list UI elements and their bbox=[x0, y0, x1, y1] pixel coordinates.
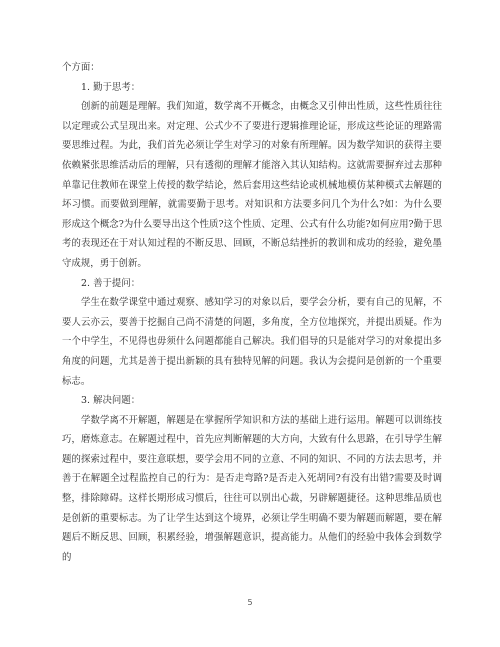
page-number: 5 bbox=[247, 598, 253, 607]
section-heading-question: 2. 善于提问： bbox=[81, 277, 141, 289]
section-heading-think: 1. 勤于思考： bbox=[81, 81, 141, 93]
section-heading-solve: 3. 解决问题： bbox=[81, 395, 141, 407]
section-body-solve: 学数学离不开解题，解题是在掌握所学知识和方法的基础上进行运用。解题可以训练技巧，磨炼意志。在解题过程中，首先应判断解题的大方向，大致有什么思路，在引导学生解题的探索过程中，要注意联想，要学会用不同的立意、不同的知识、不同的方法去思考，并善于在解题全过程监控自己的行为：是否走弯路?是否走入死胡同?有没有出错?需要及时调整，排除障碍。这样长期形成习惯后，往往可以别出心裁，另辟解题捷径。这种思维品质也是创新的重要标志。为了让学生达到这个境界，必须让学生明确不要为解题而解题，要在解题后不断反思、回顾，积累经验，增强解题意识，提高能力。从他们的经验中我体会到数学的 bbox=[62, 414, 442, 563]
intro-line: 个方面： bbox=[62, 62, 100, 73]
section-body-think: 创新的前题是理解。我们知道，数学离不开概念，由概念又引伸出性质，这些性质往往以定理或公式呈现出来。对定理、公式少不了要进行逻辑推理论证，形成这些论证的理路需要思维过程。为此，我们首先必须让学生对学习的对象有所理解。因为数学知识的获得主要依赖紧张思维活动后的理解，只有透彻的理解才能溶入其认知结构。这就需要摒弃过去那种单靠记住教师在课堂上传授的数学结论，然后套用这些结论或机械地模仿某种模式去解题的坏习惯。而要做到理解，就需要勤于思考。对知识和方法要多问几个为什么?如：为什么要形成这个概念?为什么要导出这个性质?这个性质、定理、公式有什么功能?如何应用?勤于思考的表现还在于对认知过程的不断反思、回顾，不断总结挫折的教训和成功的经验，避免墨守成规，勇于创新。 bbox=[62, 101, 442, 269]
section-body-question: 学生在数学课堂中通过观察、感知学习的对象以后，要学会分析，要有自己的见解，不要人云亦云，要善于挖掘自己尚不清楚的问题，多角度，全方位地探究，并提出质疑。作为一个中学生，不见得也毋须什么问题都能自己解决。我们倡导的只是能对学习的对象提出多角度的问题，尤其是善于提出新颖的具有独特见解的问题。我认为会提问是创新的一个重要标志。 bbox=[62, 297, 442, 387]
document-body bbox=[62, 58, 442, 567]
